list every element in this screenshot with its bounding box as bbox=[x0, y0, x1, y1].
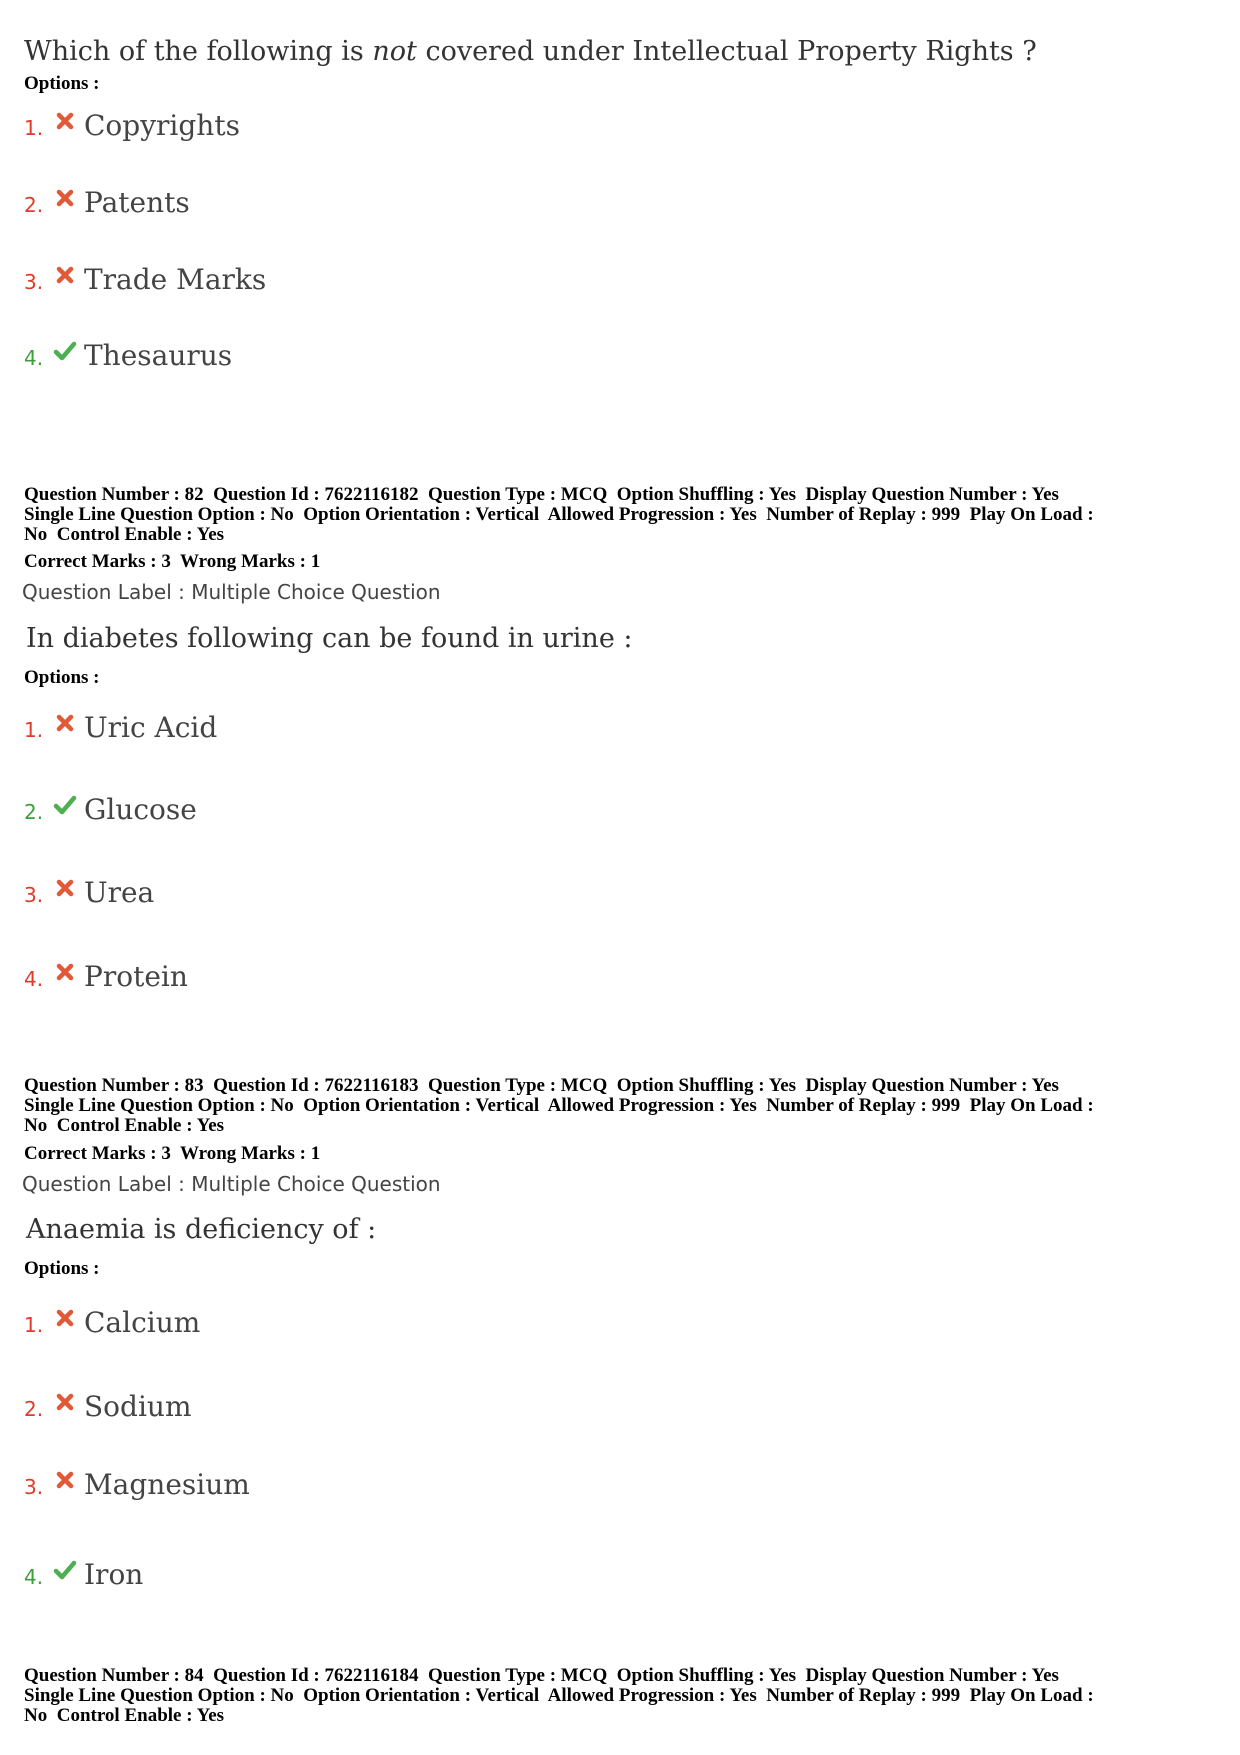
question-marks: Correct Marks : 3 Wrong Marks : 1 bbox=[24, 551, 321, 572]
question-label: Question Label : Multiple Choice Question bbox=[22, 580, 441, 604]
question-text-emphasis: not bbox=[372, 36, 417, 67]
option-number: 1. bbox=[24, 1313, 44, 1337]
option-item bbox=[24, 1459, 250, 1499]
options-label: Options : bbox=[24, 667, 100, 688]
meta-line: No Control Enable : Yes bbox=[24, 1115, 225, 1136]
options-label: Options : bbox=[24, 1258, 100, 1279]
option-text: Copyrights bbox=[84, 109, 240, 142]
option-item bbox=[24, 330, 232, 370]
cross-icon bbox=[52, 108, 78, 134]
question-meta bbox=[24, 1076, 1224, 1136]
check-icon bbox=[52, 792, 78, 818]
meta-line: No Control Enable : Yes bbox=[24, 524, 225, 545]
option-number: 4. bbox=[24, 1565, 44, 1589]
question-meta bbox=[24, 1666, 1224, 1726]
option-text: Iron bbox=[84, 1558, 144, 1591]
option-item bbox=[24, 784, 197, 824]
option-number: 2. bbox=[24, 1397, 44, 1421]
meta-line: No Control Enable : Yes bbox=[24, 1705, 225, 1726]
question-marks: Correct Marks : 3 Wrong Marks : 1 bbox=[24, 1143, 321, 1164]
question-text: In diabetes following can be found in urine : bbox=[26, 623, 633, 654]
option-text: Glucose bbox=[84, 793, 197, 826]
question-text: Anaemia is deficiency of : bbox=[26, 1214, 377, 1245]
question-meta bbox=[24, 485, 1224, 545]
question-text-part: Which of the following is bbox=[24, 36, 373, 67]
option-text: Uric Acid bbox=[84, 711, 218, 744]
meta-line: Question Number : 83 Question Id : 7622116183 Question Type : MCQ Option Shuffling : Yes Display Question Number : Yes bbox=[24, 1075, 1059, 1096]
cross-icon bbox=[52, 875, 78, 901]
option-item bbox=[24, 867, 154, 907]
meta-line: Question Number : 84 Question Id : 7622116184 Question Type : MCQ Option Shuffling : Yes Display Question Number : Yes bbox=[24, 1665, 1059, 1686]
cross-icon bbox=[52, 1389, 78, 1415]
option-text: Urea bbox=[84, 876, 155, 909]
cross-icon bbox=[52, 185, 78, 211]
option-number: 4. bbox=[24, 346, 44, 370]
meta-line: Question Number : 82 Question Id : 7622116182 Question Type : MCQ Option Shuffling : Yes Display Question Number : Yes bbox=[24, 484, 1059, 505]
cross-icon bbox=[52, 1467, 78, 1493]
option-item bbox=[24, 100, 240, 140]
cross-icon bbox=[52, 262, 78, 288]
check-icon bbox=[52, 338, 78, 364]
option-number: 3. bbox=[24, 270, 44, 294]
option-text: Trade Marks bbox=[84, 263, 267, 296]
question-text bbox=[24, 36, 1037, 67]
option-item bbox=[24, 1549, 143, 1589]
cross-icon bbox=[52, 959, 78, 985]
option-text: Protein bbox=[84, 960, 188, 993]
option-text: Calcium bbox=[84, 1306, 201, 1339]
meta-line: Single Line Question Option : No Option Orientation : Vertical Allowed Progression : Yes Number of Replay : 999 Play On Load : bbox=[24, 1685, 1094, 1706]
option-number: 3. bbox=[24, 883, 44, 907]
option-item bbox=[24, 254, 266, 294]
option-text: Sodium bbox=[84, 1390, 192, 1423]
option-number: 1. bbox=[24, 718, 44, 742]
question-text-part: covered under Intellectual Property Rights ? bbox=[416, 36, 1037, 67]
option-text: Thesaurus bbox=[84, 339, 233, 372]
option-number: 2. bbox=[24, 800, 44, 824]
option-number: 4. bbox=[24, 967, 44, 991]
option-number: 1. bbox=[24, 116, 44, 140]
meta-line: Single Line Question Option : No Option Orientation : Vertical Allowed Progression : Yes Number of Replay : 999 Play On Load : bbox=[24, 1095, 1094, 1116]
meta-line: Single Line Question Option : No Option Orientation : Vertical Allowed Progression : Yes Number of Replay : 999 Play On Load : bbox=[24, 504, 1094, 525]
option-item bbox=[24, 1381, 192, 1421]
option-item bbox=[24, 1297, 200, 1337]
check-icon bbox=[52, 1557, 78, 1583]
option-text: Patents bbox=[84, 186, 190, 219]
option-text: Magnesium bbox=[84, 1468, 250, 1501]
cross-icon bbox=[52, 1305, 78, 1331]
option-item bbox=[24, 177, 190, 217]
option-number: 2. bbox=[24, 193, 44, 217]
question-label: Question Label : Multiple Choice Question bbox=[22, 1172, 441, 1196]
options-label: Options : bbox=[24, 73, 100, 94]
option-item bbox=[24, 702, 217, 742]
cross-icon bbox=[52, 710, 78, 736]
option-number: 3. bbox=[24, 1475, 44, 1499]
option-item bbox=[24, 951, 188, 991]
